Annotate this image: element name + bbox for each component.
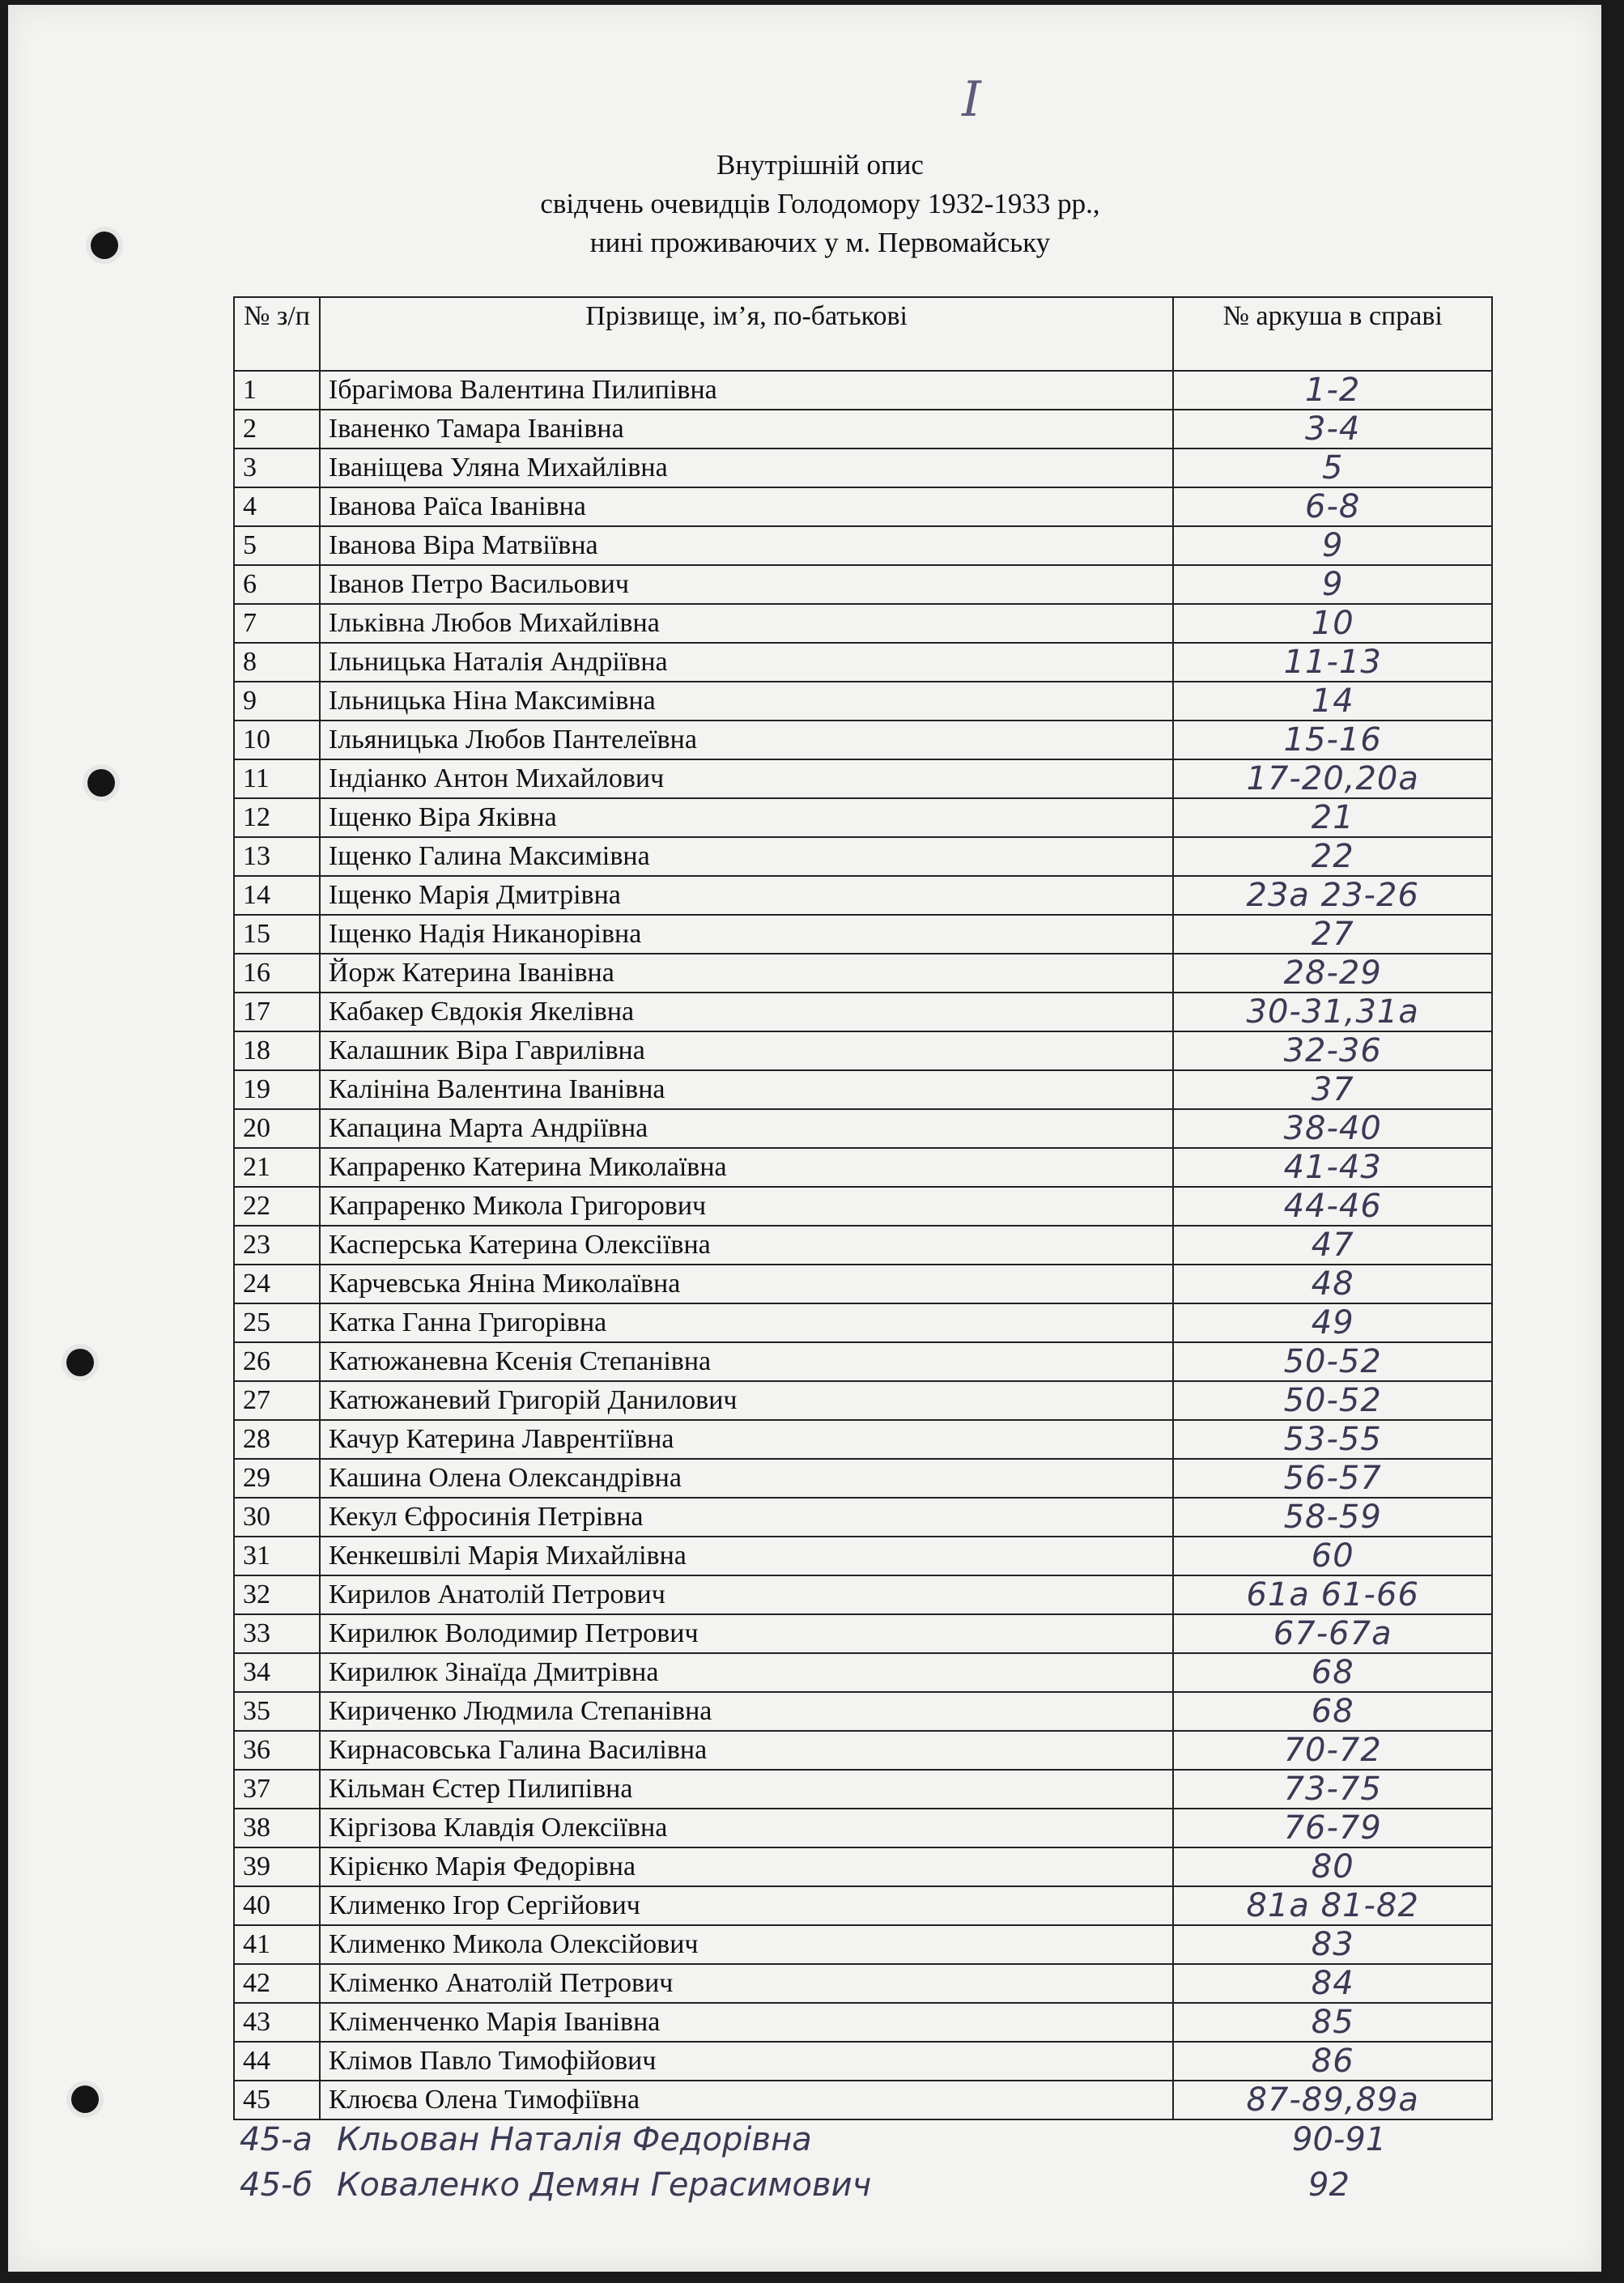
row-name: Іваніщева Уляна Михайлівна	[320, 449, 1174, 487]
row-sheet: 44-46	[1173, 1187, 1492, 1226]
row-number: 45	[234, 2081, 320, 2119]
row-name: Кабакер Євдокія Якелівна	[320, 993, 1174, 1031]
row-sheet: 56-57	[1173, 1459, 1492, 1498]
handwritten-name: Кльован Наталія Федорівна	[337, 2121, 812, 2158]
handwritten-sheet: 92	[1308, 2166, 1350, 2204]
handwritten-name: Коваленко Демян Герасимович	[337, 2166, 872, 2204]
row-number: 14	[234, 876, 320, 915]
row-name: Кенкешвілі Марія Михайлівна	[320, 1537, 1174, 1575]
row-name: Кирнасовська Галина Василівна	[320, 1731, 1174, 1770]
table-row	[234, 1303, 1492, 1342]
row-sheet: 73-75	[1173, 1770, 1492, 1809]
row-name: Іванова Раїса Іванівна	[320, 487, 1174, 526]
table-row	[234, 721, 1492, 759]
row-sheet: 30-31,31а	[1173, 993, 1492, 1031]
row-sheet: 48	[1173, 1265, 1492, 1303]
row-name: Калініна Валентина Іванівна	[320, 1070, 1174, 1109]
row-sheet: 6-8	[1173, 487, 1492, 526]
header-sheet: № аркуша в справі	[1173, 297, 1492, 371]
table-row	[234, 526, 1492, 565]
row-sheet: 10	[1173, 604, 1492, 643]
table-row	[234, 1886, 1492, 1925]
row-name: Ільяницька Любов Пантелеївна	[320, 721, 1174, 759]
row-name: Клименко Ігор Сергійович	[320, 1886, 1174, 1925]
table-row	[234, 2003, 1492, 2042]
header-num: № з/п	[234, 297, 320, 371]
row-number: 13	[234, 837, 320, 876]
handwritten-sheet: 90-91	[1292, 2121, 1387, 2158]
row-name: Кирилов Анатолій Петрович	[320, 1575, 1174, 1614]
row-number: 19	[234, 1070, 320, 1109]
row-sheet: 1-2	[1173, 371, 1492, 410]
row-number: 6	[234, 565, 320, 604]
table-row	[234, 1187, 1492, 1226]
row-name: Ільницька Ніна Максимівна	[320, 682, 1174, 721]
table-row	[234, 837, 1492, 876]
table-row	[234, 993, 1492, 1031]
row-sheet: 22	[1173, 837, 1492, 876]
row-sheet: 61а 61-66	[1173, 1575, 1492, 1614]
row-number: 7	[234, 604, 320, 643]
punch-hole-2	[87, 769, 115, 797]
row-number: 12	[234, 798, 320, 837]
table-row	[234, 1109, 1492, 1148]
table-row	[234, 1847, 1492, 1886]
row-sheet: 41-43	[1173, 1148, 1492, 1187]
row-number: 11	[234, 759, 320, 798]
punch-hole-4	[71, 2085, 99, 2113]
row-name: Ібрагімова Валентина Пилипівна	[320, 371, 1174, 410]
row-name: Ільківна Любов Михайлівна	[320, 604, 1174, 643]
row-number: 30	[234, 1498, 320, 1537]
row-sheet: 17-20,20а	[1173, 759, 1492, 798]
row-sheet: 32-36	[1173, 1031, 1492, 1070]
document-page	[8, 5, 1601, 2272]
row-number: 36	[234, 1731, 320, 1770]
row-name: Клименко Микола Олексійович	[320, 1925, 1174, 1964]
table-row	[234, 1265, 1492, 1303]
row-number: 10	[234, 721, 320, 759]
handwritten-row-45a	[240, 2121, 1535, 2166]
table-row	[234, 1964, 1492, 2003]
table-row	[234, 1498, 1492, 1537]
row-name: Катюжаневна Ксенія Степанівна	[320, 1342, 1174, 1381]
row-name: Іщенко Марія Дмитрівна	[320, 876, 1174, 915]
row-sheet: 21	[1173, 798, 1492, 837]
row-sheet: 5	[1173, 449, 1492, 487]
row-number: 44	[234, 2042, 320, 2081]
row-number: 29	[234, 1459, 320, 1498]
row-sheet: 68	[1173, 1653, 1492, 1692]
row-number: 9	[234, 682, 320, 721]
table-row	[234, 1614, 1492, 1653]
row-number: 43	[234, 2003, 320, 2042]
row-number: 32	[234, 1575, 320, 1614]
row-name: Кекул Єфросинія Петрівна	[320, 1498, 1174, 1537]
table-row	[234, 1731, 1492, 1770]
row-sheet: 38-40	[1173, 1109, 1492, 1148]
table-header-row	[234, 297, 1492, 371]
row-sheet: 84	[1173, 1964, 1492, 2003]
row-number: 33	[234, 1614, 320, 1653]
row-name: Кліменко Анатолій Петрович	[320, 1964, 1174, 2003]
row-sheet: 85	[1173, 2003, 1492, 2042]
row-sheet: 47	[1173, 1226, 1492, 1265]
row-number: 34	[234, 1653, 320, 1692]
row-sheet: 76-79	[1173, 1809, 1492, 1847]
table-row	[234, 2081, 1492, 2119]
row-sheet: 50-52	[1173, 1381, 1492, 1420]
row-name: Кашина Олена Олександрівна	[320, 1459, 1174, 1498]
row-number: 35	[234, 1692, 320, 1731]
row-number: 40	[234, 1886, 320, 1925]
table-row	[234, 876, 1492, 915]
row-number: 15	[234, 915, 320, 954]
table-row	[234, 371, 1492, 410]
table-row	[234, 1770, 1492, 1809]
table-row	[234, 798, 1492, 837]
witness-table	[233, 296, 1493, 2120]
row-name: Іваненко Тамара Іванівна	[320, 410, 1174, 449]
table-row	[234, 449, 1492, 487]
row-name: Качур Катерина Лаврентіївна	[320, 1420, 1174, 1459]
row-name: Капацина Марта Андріївна	[320, 1109, 1174, 1148]
row-name: Кириченко Людмила Степанівна	[320, 1692, 1174, 1731]
row-sheet: 67-67а	[1173, 1614, 1492, 1653]
row-sheet: 37	[1173, 1070, 1492, 1109]
row-number: 38	[234, 1809, 320, 1847]
row-sheet: 50-52	[1173, 1342, 1492, 1381]
table-row	[234, 1692, 1492, 1731]
row-number: 37	[234, 1770, 320, 1809]
title-line-2: свідчень очевидців Голодомору 1932-1933 рр.,	[540, 188, 1100, 219]
row-number: 28	[234, 1420, 320, 1459]
row-name: Йорж Катерина Іванівна	[320, 954, 1174, 993]
row-sheet: 3-4	[1173, 410, 1492, 449]
row-sheet: 87-89,89а	[1173, 2081, 1492, 2119]
row-number: 25	[234, 1303, 320, 1342]
row-number: 20	[234, 1109, 320, 1148]
table-row	[234, 759, 1492, 798]
table-row	[234, 1226, 1492, 1265]
row-number: 39	[234, 1847, 320, 1886]
table-row	[234, 410, 1492, 449]
row-number: 4	[234, 487, 320, 526]
row-number: 3	[234, 449, 320, 487]
table-row	[234, 1575, 1492, 1614]
handwritten-num: 45-б	[240, 2166, 312, 2204]
row-number: 2	[234, 410, 320, 449]
row-number: 26	[234, 1342, 320, 1381]
row-number: 42	[234, 1964, 320, 2003]
row-sheet: 81а 81-82	[1173, 1886, 1492, 1925]
row-sheet: 53-55	[1173, 1420, 1492, 1459]
row-name: Кільман Єстер Пилипівна	[320, 1770, 1174, 1809]
table-row	[234, 565, 1492, 604]
row-name: Капраренко Катерина Миколаївна	[320, 1148, 1174, 1187]
table-row	[234, 954, 1492, 993]
handwritten-row-45b	[240, 2166, 1535, 2212]
row-sheet: 14	[1173, 682, 1492, 721]
table-row	[234, 1420, 1492, 1459]
row-name: Клюєва Олена Тимофіївна	[320, 2081, 1174, 2119]
row-number: 24	[234, 1265, 320, 1303]
row-sheet: 70-72	[1173, 1731, 1492, 1770]
row-sheet: 49	[1173, 1303, 1492, 1342]
row-number: 5	[234, 526, 320, 565]
row-name: Кіргізова Клавдія Олексіївна	[320, 1809, 1174, 1847]
table-row	[234, 1381, 1492, 1420]
row-number: 23	[234, 1226, 320, 1265]
row-name: Іванова Віра Матвіївна	[320, 526, 1174, 565]
row-name: Кирилюк Зінаїда Дмитрівна	[320, 1653, 1174, 1692]
header-name: Прізвище, ім’я, по-батькові	[320, 297, 1174, 371]
table-row	[234, 915, 1492, 954]
table-row	[234, 1537, 1492, 1575]
row-sheet: 9	[1173, 565, 1492, 604]
row-number: 17	[234, 993, 320, 1031]
row-name: Іщенко Надія Никанорівна	[320, 915, 1174, 954]
row-number: 41	[234, 1925, 320, 1964]
row-name: Індіанко Антон Михайлович	[320, 759, 1174, 798]
table-row	[234, 682, 1492, 721]
row-sheet: 58-59	[1173, 1498, 1492, 1537]
roman-numeral: I	[962, 71, 981, 128]
row-sheet: 86	[1173, 2042, 1492, 2081]
row-name: Катюжаневий Григорій Данилович	[320, 1381, 1174, 1420]
row-number: 21	[234, 1148, 320, 1187]
table-row	[234, 1031, 1492, 1070]
title-line-1: Внутрішній опис	[716, 149, 924, 181]
table-row	[234, 1070, 1492, 1109]
title-line-3: нині проживаючих у м. Первомайську	[589, 227, 1051, 258]
row-name: Карчевська Яніна Миколаївна	[320, 1265, 1174, 1303]
row-name: Касперська Катерина Олексіївна	[320, 1226, 1174, 1265]
table-row	[234, 1653, 1492, 1692]
row-number: 1	[234, 371, 320, 410]
table-row	[234, 1459, 1492, 1498]
row-sheet: 11-13	[1173, 643, 1492, 682]
row-name: Кирилюк Володимир Петрович	[320, 1614, 1174, 1653]
row-sheet: 83	[1173, 1925, 1492, 1964]
row-sheet: 28-29	[1173, 954, 1492, 993]
table-row	[234, 1809, 1492, 1847]
table-row	[234, 1342, 1492, 1381]
row-sheet: 27	[1173, 915, 1492, 954]
row-sheet: 60	[1173, 1537, 1492, 1575]
row-number: 31	[234, 1537, 320, 1575]
row-name: Ільницька Наталія Андріївна	[320, 643, 1174, 682]
table-row	[234, 643, 1492, 682]
table-row	[234, 487, 1492, 526]
table-row	[234, 2042, 1492, 2081]
row-sheet: 80	[1173, 1847, 1492, 1886]
table-row	[234, 604, 1492, 643]
punch-hole-3	[66, 1349, 94, 1376]
row-sheet: 68	[1173, 1692, 1492, 1731]
row-name: Іщенко Галина Максимівна	[320, 837, 1174, 876]
row-name: Кірієнко Марія Федорівна	[320, 1847, 1174, 1886]
row-number: 8	[234, 643, 320, 682]
table-row	[234, 1148, 1492, 1187]
row-number: 22	[234, 1187, 320, 1226]
row-number: 27	[234, 1381, 320, 1420]
row-name: Калашник Віра Гаврилівна	[320, 1031, 1174, 1070]
row-name: Капраренко Микола Григорович	[320, 1187, 1174, 1226]
handwritten-num: 45-а	[240, 2121, 312, 2158]
row-sheet: 9	[1173, 526, 1492, 565]
table-row	[234, 1925, 1492, 1964]
row-name: Катка Ганна Григорівна	[320, 1303, 1174, 1342]
row-name: Іванов Петро Васильович	[320, 565, 1174, 604]
row-number: 16	[234, 954, 320, 993]
row-number: 18	[234, 1031, 320, 1070]
row-name: Клімов Павло Тимофійович	[320, 2042, 1174, 2081]
row-sheet: 15-16	[1173, 721, 1492, 759]
row-name: Кліменченко Марія Іванівна	[320, 2003, 1174, 2042]
row-sheet: 23а 23-26	[1173, 876, 1492, 915]
row-name: Іщенко Віра Яківна	[320, 798, 1174, 837]
